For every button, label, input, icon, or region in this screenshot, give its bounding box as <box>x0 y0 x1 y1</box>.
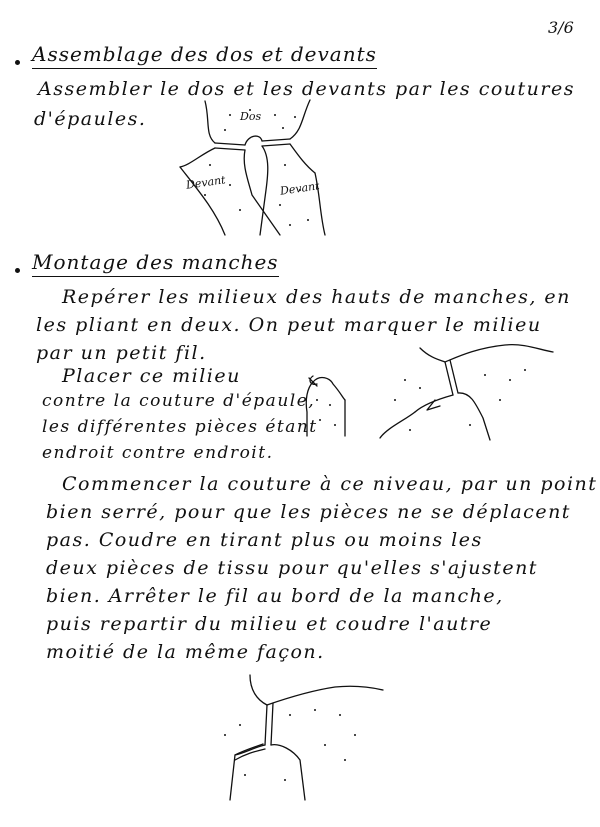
para3-line-3: pas. Coudre en tirant plus ou moins les <box>46 529 483 551</box>
section-1-line-2: d'épaules. <box>34 108 147 130</box>
section-2-title: Montage des manches <box>32 250 279 277</box>
para3-line-2: bien serré, pour que les pièces ne se déplacent <box>46 501 571 523</box>
para2-line-3: les différentes pièces étant <box>42 417 318 437</box>
label-front-left: Devant <box>185 173 227 192</box>
bullet-section-2 <box>15 268 20 273</box>
para3-line-4: deux pièces de tissu pour qu'elles s'ajustent <box>46 557 538 579</box>
para2-line-1: Placer ce milieu <box>62 365 241 387</box>
sleeve-pin-diagram <box>375 340 560 450</box>
para2-line-4: endroit contre endroit. <box>42 443 274 463</box>
page-number: 3/6 <box>548 18 574 37</box>
para1-line-3: par un petit fil. <box>36 342 207 364</box>
sleeve-sewn-diagram <box>205 665 390 805</box>
para3-line-6: puis repartir du milieu et coudre l'autre <box>46 613 493 635</box>
label-back: Dos <box>240 110 262 123</box>
para3-line-7: moitié de la même façon. <box>46 641 325 663</box>
bullet-section-1 <box>15 60 20 65</box>
sleeve-fold-diagram <box>295 370 355 440</box>
para3-line-1: Commencer la couture à ce niveau, par un point <box>62 473 598 495</box>
para2-line-2: contre la couture d'épaule, <box>42 391 316 411</box>
section-1-title: Assemblage des dos et devants <box>32 42 377 69</box>
section-1-line-1: Assembler le dos et les devants par les coutures <box>38 78 575 100</box>
para1-line-2: les pliant en deux. On peut marquer le milieu <box>36 314 542 336</box>
para1-line-1: Repérer les milieux des hauts de manches, en <box>62 286 571 308</box>
para3-line-5: bien. Arrêter le fil au bord de la manche, <box>46 585 504 607</box>
label-front-right: Devant <box>279 179 321 198</box>
